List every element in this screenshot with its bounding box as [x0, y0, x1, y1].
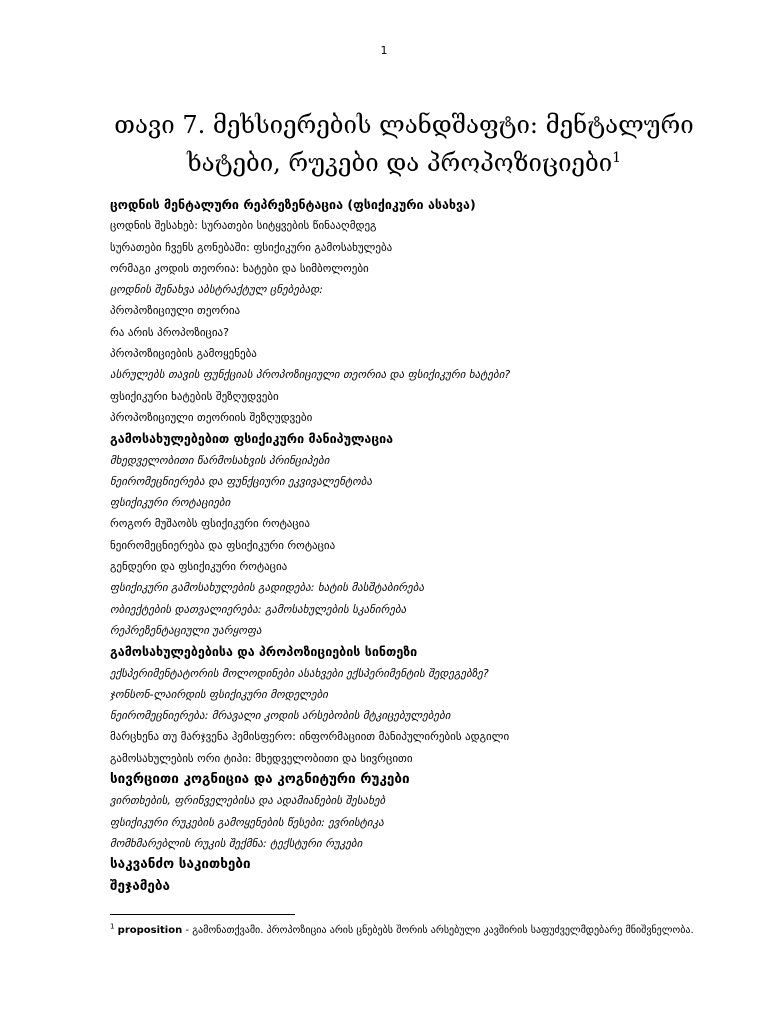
page-number: 1 — [380, 44, 388, 57]
subsection-item: ობიექტების დათვალიერება: გამოსახულების სკანირება — [110, 602, 407, 616]
subsection-item: ფსიქიკური რუკების გამოყენების წესები: ევრისტიკა — [110, 815, 384, 829]
toc-item: პროპოზიციების გამოყენება — [110, 347, 257, 361]
table-of-contents — [110, 194, 710, 897]
footnote-text: - გამონათქვამი. პროპოზიცია არის ცნებებს შორის არსებული კავშირის საფუძველმდებარე მნიშვნელობა. — [182, 925, 694, 936]
section-heading: გამოსახულებებით ფსიქიკური მანიპულაცია — [110, 431, 394, 447]
section-heading: შეჯამება — [110, 877, 170, 894]
toc-item: რა არის პროპოზიცია? — [110, 325, 229, 339]
toc-item: სურათები ჩვენს გონებაში: ფსიქიკური გამოსახულება — [110, 240, 393, 254]
subsection-item: ნეირომეცნიერება და ფუნქციური ეკვივალენტობა — [110, 474, 373, 488]
chapter-title — [20, 106, 768, 182]
subsection-item: ვირთხების, ფრინველებისა და ადამიანების შესახებ — [110, 794, 386, 808]
subsection-item: ექსპერიმენტატორის მოლოდინები ასახვები ექსპერიმენტის შედეგებზე? — [110, 666, 489, 680]
section-heading: ცოდნის მენტალური რეპრეზენტაცია (ფსიქიკური ასახვა) — [110, 197, 476, 212]
toc-item: პროპოზიციული თეორიის შეზღუდვები — [110, 410, 313, 424]
toc-item: ფსიქიკური ხატების შეზღუდვები — [110, 389, 279, 403]
chapter-title-line-1: თავი 7. მეხსიერების ლანდშაფტი: მენტალური — [114, 111, 694, 139]
toc-item: პროპოზიციული თეორია — [110, 304, 241, 318]
toc-item: მარცხენა თუ მარჯვენა ჰემისფერო: ინფორმაციით მანიპულირების ადგილი — [110, 730, 510, 744]
subsection-item: მხედველობითი წარმოსახვის პრინციპები — [110, 453, 330, 467]
subsection-item: ნეირომეცნიერება: მრავალი კოდის არსებობის მტკიცებულებები — [110, 709, 451, 723]
section-heading: გამოსახულებებისა და პროპოზიციების სინთეზი — [110, 644, 418, 660]
section-heading: საკვანძო საკითხები — [110, 856, 251, 873]
toc-item: გამოსახულების ორი ტიპი: მხედველობითი და სივრცითი — [110, 751, 413, 765]
chapter-title-line-2: ხატები, რუკები და პროპოზიციები — [186, 149, 613, 177]
subsection-item: ფსიქიკური გამოსახულების გადიდება: ხატის მასშტაბირება — [110, 581, 425, 595]
toc-item: ორმაგი კოდის თეორია: ხატები და სიმბოლოები — [110, 261, 369, 275]
footnote-term: proposition — [117, 925, 183, 936]
subsection-item: მომხმარებლის რუკის შექმნა: ტექსტური რუკები — [110, 836, 363, 850]
toc-item: ცოდნის შესახებ: სურათები სიტყვების წინააღმდეგ — [110, 219, 377, 233]
subsection-item: რეპრეზენტაციული უარყოფა — [110, 623, 262, 637]
footnote-reference[interactable]: 1 — [612, 150, 622, 166]
footnote-divider — [110, 914, 295, 915]
footnote — [110, 921, 714, 941]
subsection-item: ცოდნის შენახვა აბსტრაქტულ ცნებებად: — [110, 283, 323, 297]
section-heading: სივრცითი კოგნიცია და კოგნიტური რუკები — [110, 771, 410, 788]
toc-item: გენდერი და ფსიქიკური როტაცია — [110, 560, 288, 574]
toc-item: როგორ მუშაობს ფსიქიკური როტაცია — [110, 517, 310, 531]
footnote-marker: 1 — [110, 922, 115, 931]
subsection-item: ფსიქიკური როტაციები — [110, 496, 231, 510]
subsection-item: ასრულებს თავის ფუნქციას პროპოზიციული თეორია და ფსიქიკური ხატები? — [110, 368, 511, 382]
toc-item: ნეირომეცნიერება და ფსიქიკური როტაცია — [110, 538, 336, 552]
subsection-item: ჯონსონ-ლაირდის ფსიქიკური მოდელები — [110, 687, 328, 701]
